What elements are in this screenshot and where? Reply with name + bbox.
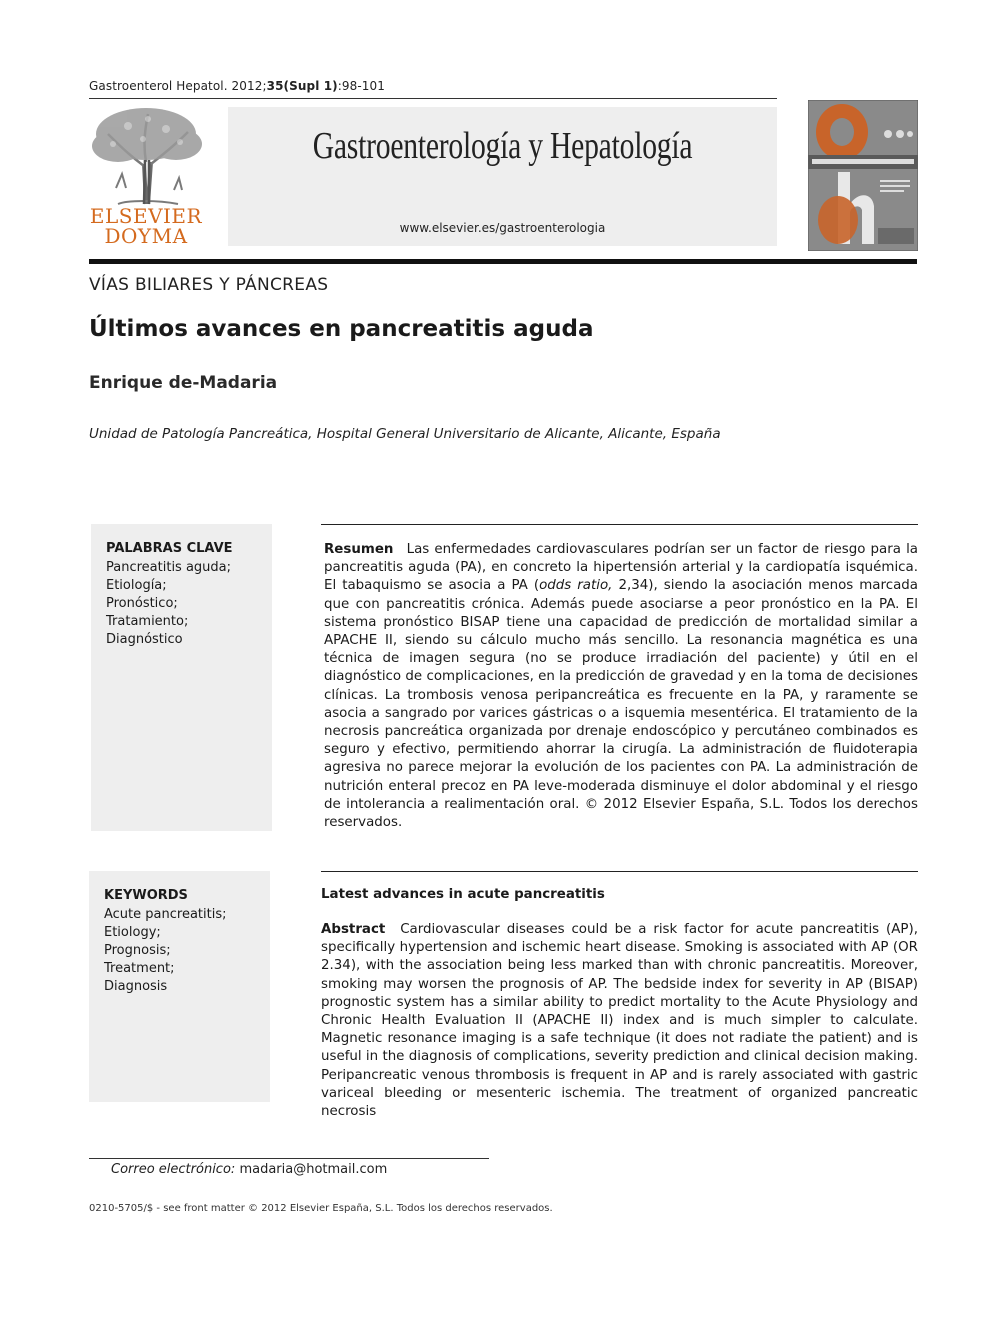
keyword-item: Tratamiento; <box>106 614 189 629</box>
journal-citation: Gastroenterol Hepatol. 2012;35(Supl 1):98-101 <box>89 79 385 93</box>
journal-title: Gastroenterología y Hepatología <box>312 125 693 167</box>
abstract-es-copyright: © 2012 Elsevier España, S.L. Todos los derechos reservados. <box>324 796 918 831</box>
keywords-list-es <box>106 541 233 649</box>
author-affiliation: Unidad de Patología Pancreática, Hospital General Universitario de Alicante, Alicante, España <box>89 426 721 442</box>
section-heading: VÍAS BILIARES Y PÁNCREAS <box>89 275 329 295</box>
keyword-item: Etiología; <box>106 578 167 593</box>
article-title: Últimos avances en pancreatitis aguda <box>89 316 594 342</box>
keyword-item: Pancreatitis aguda; <box>106 560 232 575</box>
english-title: Latest advances in acute pancreatitis <box>321 887 605 902</box>
keywords-heading: KEYWORDS <box>104 888 188 903</box>
abstract-en-rule <box>321 871 918 872</box>
header-divider <box>89 98 777 99</box>
abstract-es-rule <box>321 524 918 525</box>
issn-line: 0210-5705/$ - see front matter © 2012 Elsevier España, S.L. Todos los derechos reservados. <box>89 1203 553 1214</box>
abstract-es-label: Resumen <box>324 542 394 557</box>
corresponding-email: Correo electrónico: madaria@hotmail.com <box>111 1162 388 1177</box>
keyword-item: Treatment; <box>104 961 175 976</box>
abstract-en-label: Abstract <box>321 922 386 937</box>
email-link[interactable]: madaria@hotmail.com <box>239 1162 388 1177</box>
keyword-item: Etiology; <box>104 925 161 940</box>
header-thick-rule <box>89 259 917 264</box>
keywords-box-es <box>91 524 272 831</box>
keyword-item: Acute pancreatitis; <box>104 907 227 922</box>
keyword-item: Prognosis; <box>104 943 171 958</box>
keyword-item: Diagnóstico <box>106 632 183 647</box>
elsevier-tree-logo <box>88 104 204 208</box>
abstract-es: Resumen Las enfermedades cardiovasculares podrían ser un factor de riesgo para la pancreatitis aguda (PA), en concreto la hipertensión arterial y la cardiopatía isquémica. El tabaquismo se asocia a PA (odds ratio, 2,34), siendo la asociación menos marcada que con pancreatitis crónica. Además puede asociarse a peor pronóstico en la PA. El sistema pronóstico BISAP tiene una capacidad de predicción de mortalidad similar a APACHE II, siendo su cálculo mucho más sencillo. La resonancia magnética es una técnica de imagen segura (no se produce irradiación del paciente) y útil en el diagnóstico de complicaciones, en la predicción de gravedad y en la toma de decisiones clínicas. La trombosis venosa peripancreática es frecuente en la PA, y raramente se asocia a sangrado por varices gástricas o a isquemia mesentérica. El tratamiento de la necrosis pancreática organizada por drenaje endoscópico y percutáneo combinados es seguro y efectivo, permitiendo ahorrar la cirugía. La administración de fluidoterapia agresiva no parece mejorar la evolución de los pacientes con PA. La administración de nutrición enteral precoz en PA leve-moderada disminuye el dolor abdominal y el riesgo de intolerancia a realimentación oral. © 2012 Elsevier España, S.L. Todos los derechos reservados. <box>324 542 918 831</box>
author-name: Enrique de-Madaria <box>89 373 278 393</box>
journal-url[interactable]: www.elsevier.es/gastroenterologia <box>399 221 606 235</box>
keywords-box-en <box>89 871 270 1102</box>
keyword-item: Diagnosis <box>104 979 168 994</box>
keyword-item: Pronóstico; <box>106 596 178 611</box>
keywords-heading: PALABRAS CLAVE <box>106 541 233 556</box>
elsevier-doyma-wordmark: ELSEVIER DOYMA <box>89 204 203 248</box>
footnote-rule <box>89 1158 489 1159</box>
keywords-list-en <box>104 888 226 996</box>
abstract-en: Abstract Cardiovascular diseases could be a risk factor for acute pancreatitis (AP), specifically hypertension and ischemic heart disease. Smoking is associated with AP (OR 2.34), with the association being less marked than with chronic pancreatitis. Moreover, smoking may worsen the prognosis of AP. The bedside index for severity in AP (BISAP) prognostic system has a similar ability to predict mortality to the Acute Physiology and Chronic Health Evaluation II (APACHE II) index and is much simpler to calculate. Magnetic resonance imaging is a safe technique (it does not radiate the patient) and is useful in the diagnosis of complications, severity prediction and clinical decision making. Peripancreatic venous thrombosis is frequent in AP and is rarely associated with gastric variceal bleeding or mesenteric ischemia. The treatment of organized pancreatic necrosis <box>321 922 918 1120</box>
journal-cover-image <box>808 100 918 251</box>
